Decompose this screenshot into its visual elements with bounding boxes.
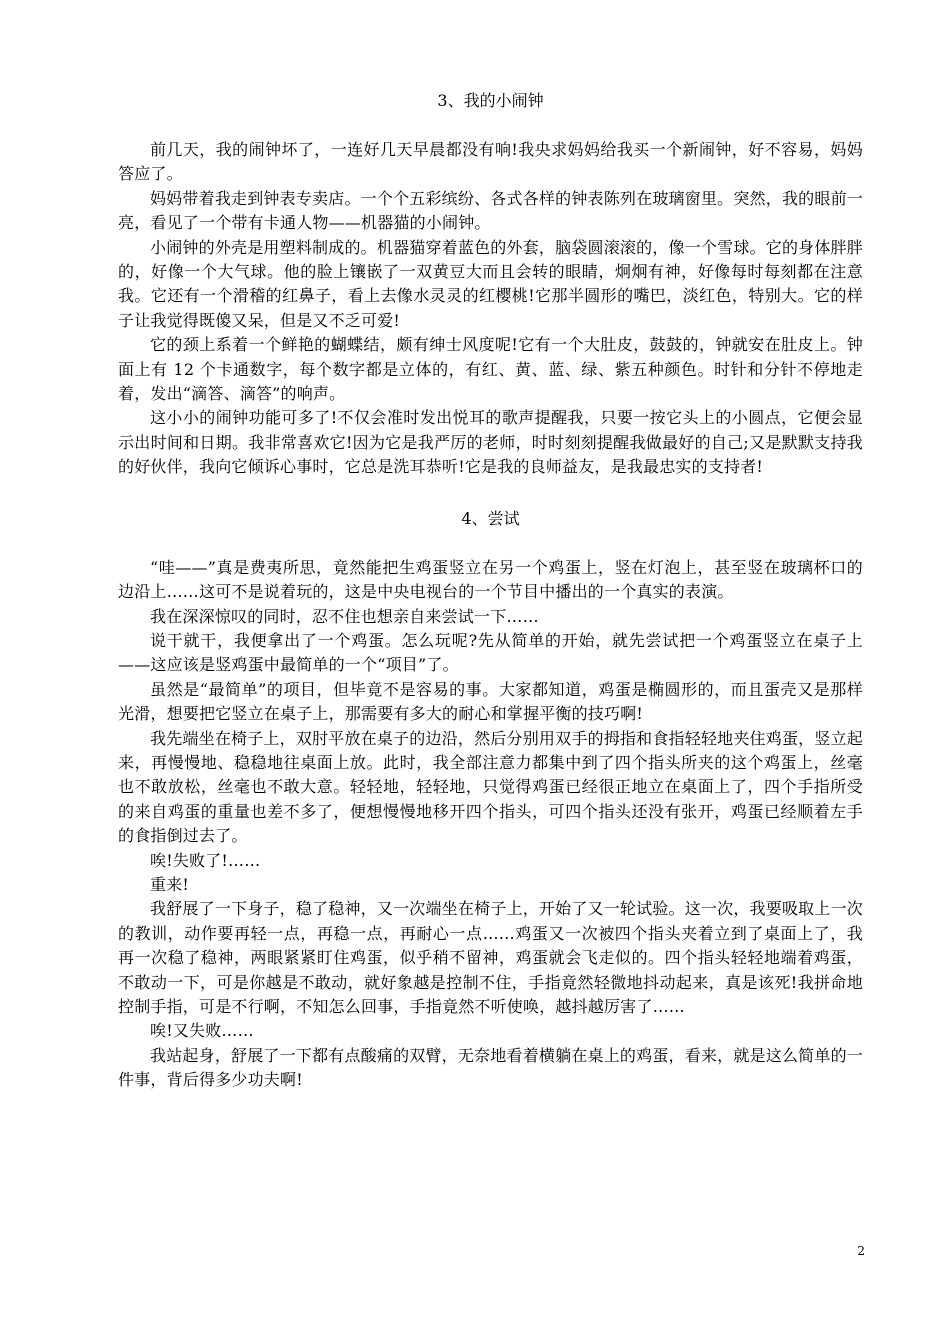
- section-title: 4、尝试: [461, 508, 520, 528]
- page-number: 2: [857, 1244, 865, 1258]
- paragraph: 重来!: [150, 874, 190, 894]
- section-3: [118, 90, 863, 480]
- page-content: [118, 90, 863, 1093]
- paragraph: “哇——”真是费夷所思，竟然能把生鸡蛋竖立在另一个鸡蛋上，竖在灯泡上，甚至竖在玻璃杯口的边沿上……这可不是说着玩的，这是中央电视台的一个节目中播出的一个真实的表演。: [118, 557, 863, 602]
- paragraph: 我站起身，舒展了一下都有点酸痛的双臂，无奈地看着横躺在桌上的鸡蛋，看来，就是这么简单的一件事，背后得多少功夫啊!: [118, 1045, 863, 1090]
- section-title: 3、我的小闹钟: [437, 91, 544, 110]
- paragraph: 这小小的闹钟功能可多了!不仅会准时发出悦耳的歌声提醒我，只要一按它头上的小圆点，它便会显示出时间和日期。我非常喜欢它!因为它是我严厉的老师，时时刻刻提醒我做最好的自己;又是默默支持我的好伙伴，我向它倾诉心事时，它总是洗耳恭听!它是我的良师益友，是我最忠实的支持者!: [118, 408, 863, 477]
- paragraph: 小闹钟的外壳是用塑料制成的。机器猫穿着蓝色的外套，脑袋圆滚滚的，像一个雪球。它的身体胖胖的，好像一个大气球。他的脸上镶嵌了一双黄豆大而且会转的眼睛，炯炯有神，好像每时每刻都在注意我。它还有一个滑稽的红鼻子，看上去像水灵灵的红樱桃!它那半圆形的嘴巴，淡红色，特别大。它的样子让我觉得既傻又呆，但是又不乏可爱!: [118, 237, 863, 330]
- paragraph: 前几天，我的闹钟坏了，一连好几天早晨都没有响!我央求妈妈给我买一个新闹钟，好不容易，妈妈答应了。: [118, 140, 863, 184]
- paragraph: 虽然是“最简单”的项目，但毕竟不是容易的事。大家都知道，鸡蛋是椭圆形的，而且蛋壳又是那样光滑，想要把它竖立在桌子上，那需要有多大的耐心和掌握平衡的技巧啊!: [118, 679, 863, 724]
- paragraph: 我先端坐在椅子上，双肘平放在桌子的边沿，然后分别用双手的拇指和食指轻轻地夹住鸡蛋，竖立起来，再慢慢地、稳稳地往桌面上放。此时，我全部注意力都集中到了四个指头所夹的这个鸡蛋上，丝毫也不敢放松，丝毫也不敢大意。轻轻地，轻轻地，只觉得鸡蛋已经很正地立在桌面上了，四个手指所受的来自鸡蛋的重量也差不多了，便想慢慢地移开四个指头，可四个指头还没有张开，鸡蛋已经顺着左手的食指倒过去了。: [118, 728, 863, 846]
- section-4: [118, 508, 863, 1093]
- paragraph: 它的颈上系着一个鲜艳的蝴蝶结，颇有绅士风度呢!它有一个大肚皮，鼓鼓的，钟就安在肚皮上。钟面上有 12 个卡通数字，每个数字都是立体的，有红、黄、蓝、绿、紫五种颜色。时针和分针不停地走着，发出“滴答、滴答”的响声。: [118, 335, 863, 404]
- paragraph: 唉!失败了!……: [150, 850, 261, 870]
- paragraph: 说干就干，我便拿出了一个鸡蛋。怎么玩呢?先从简单的开始，就先尝试把一个鸡蛋竖立在桌子上——这应该是竖鸡蛋中最简单的一个“项目”了。: [118, 630, 863, 675]
- paragraph: 妈妈带着我走到钟表专卖店。一个个五彩缤纷、各式各样的钟表陈列在玻璃窗里。突然，我的眼前一亮，看见了一个带有卡通人物——机器猫的小闹钟。: [118, 188, 863, 233]
- paragraph: 我舒展了一下身子，稳了稳神，又一次端坐在椅子上，开始了又一轮试验。这一次，我要吸取上一次的教训，动作要再轻一点，再稳一点，再耐心一点……鸡蛋又一次被四个指头夹着立到了桌面上了，我再一次稳了稳神，两眼紧紧盯住鸡蛋，似乎稍不留神，鸡蛋就会飞走似的。四个指头轻轻地端着鸡蛋，不敢动一下，可是你越是不敢动，就好象越是控制不住，手指竟然轻微地抖动起来，真是该死!我拼命地控制手指，可是不行啊，不知怎么回事，手指竟然不听使唤，越抖越厉害了……: [118, 899, 863, 1016]
- paragraph: 我在深深惊叹的同时，忍不住也想亲自来尝试一下……: [150, 606, 539, 626]
- paragraph: 唉!又失败……: [150, 1021, 254, 1041]
